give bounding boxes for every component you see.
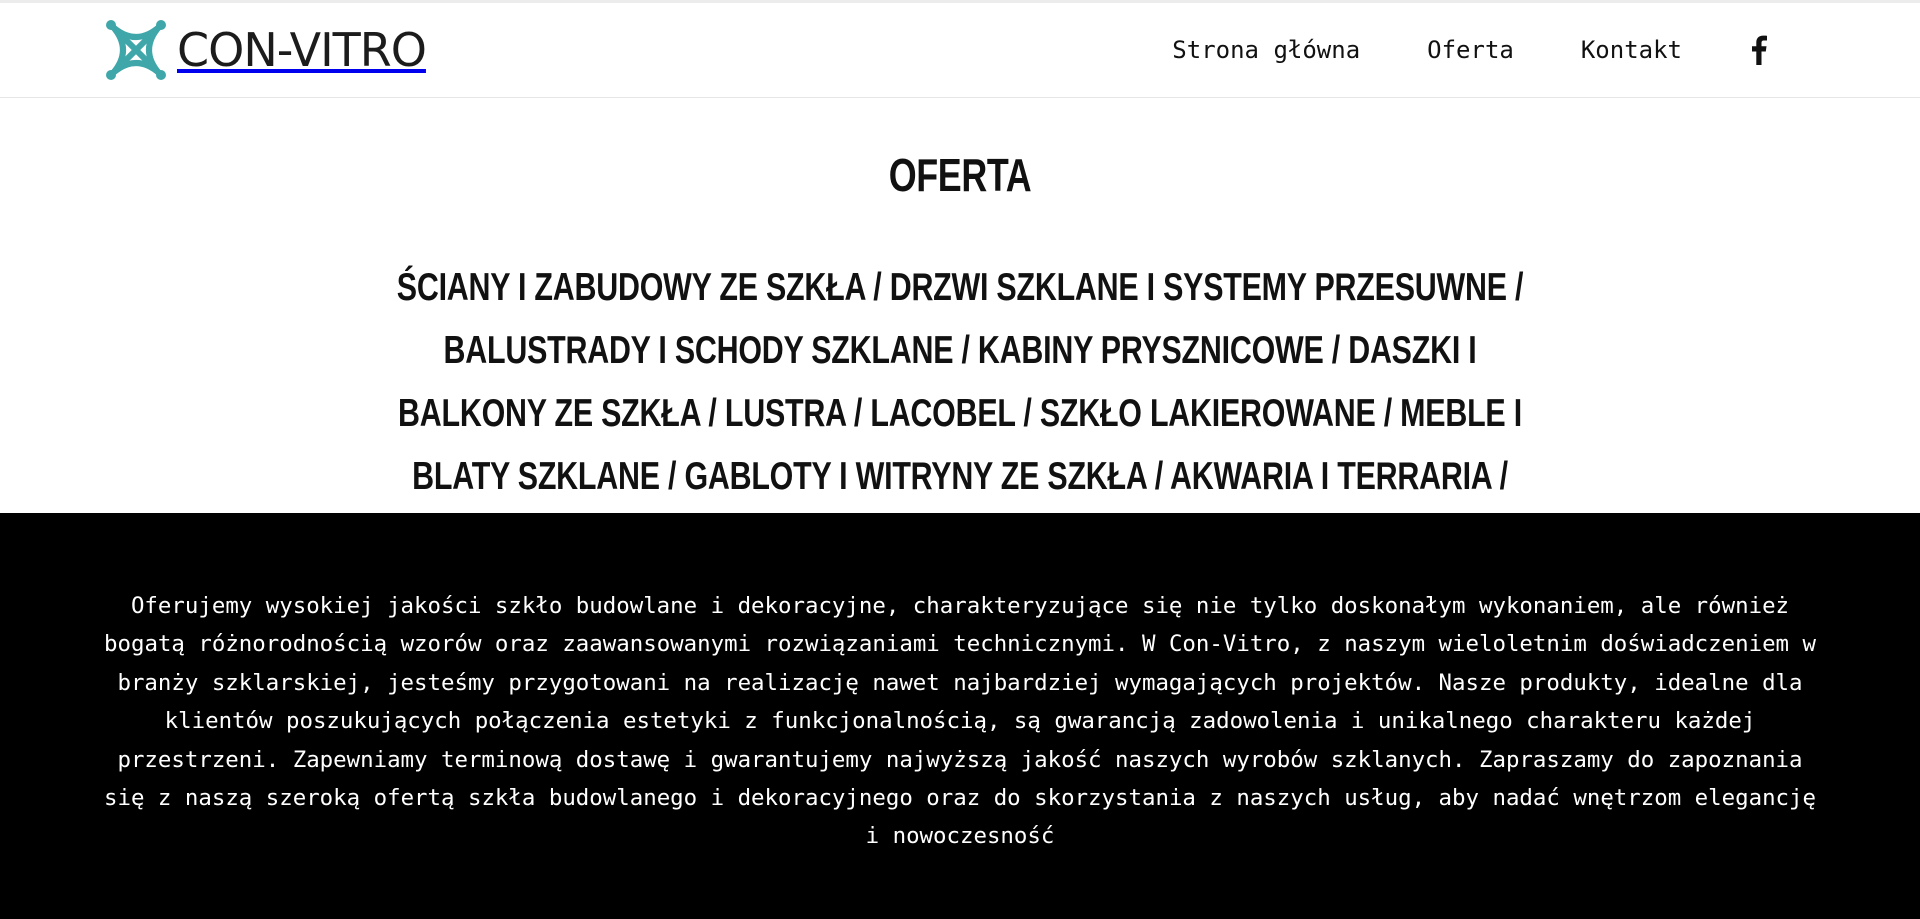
description-text: Oferujemy wysokiej jakości szkło budowlane i dekoracyjne, charakteryzujące się nie tylko doskonałym wykonaniem, ale również bogatą różnorodnością wzorów oraz zaawansowanymi rozwiązaniami technicznymi. W Con-Vitro, z naszym wieloletnim doświadczeniem w branży szklarskiej, jesteśmy przygotowani na realizację nawet najbardziej wymagających projektów. Nasze produkty, idealne dla klientów poszukujących połączenia estetyki z funkcjonalnością, są gwarancją zadowolenia i unikalnego charakteru każdej przestrzeni. Zapewniamy terminową dostawę i gwarantujemy najwyższą jakość naszych wyrobów szklanych. Zapraszamy do zapoznania się z naszą szeroką ofertą szkła budowlanego i dekoracyjnego oraz do skorzystania z naszych usług, aby nadać wnętrzom elegancję i nowoczesność xyxy=(104,593,1816,850)
description-section xyxy=(0,513,1920,919)
main-nav xyxy=(1172,3,1770,97)
offer-section xyxy=(0,98,1920,513)
nav-item-offer[interactable]: Oferta xyxy=(1427,36,1514,64)
nav-item-contact[interactable]: Kontakt xyxy=(1580,36,1682,64)
logo-text: CON-VITRO xyxy=(177,23,426,77)
logo-link[interactable] xyxy=(103,17,426,83)
facebook-icon[interactable] xyxy=(1748,34,1770,66)
offer-categories: ŚCIANY I ZABUDOWY ZE SZKŁA / DRZWI SZKLANE I SYSTEMY PRZESUWNE / BALUSTRADY I SCHODY SZKLANE / KABINY PRYSZNICOWE / DASZKI I BALKONY ZE SZKŁA / LUSTRA / LACOBEL / SZKŁO LAKIEROWANE / MEBLE I BLATY SZKLANE / GABLOTY I WITRYNY ZE SZKŁA / AKWARIA I TERRARIA / xyxy=(396,266,1524,498)
page-title: OFERTA xyxy=(888,149,1032,201)
site-header xyxy=(0,3,1920,98)
nav-item-home[interactable]: Strona główna xyxy=(1172,36,1361,64)
logo-icon xyxy=(103,17,169,83)
